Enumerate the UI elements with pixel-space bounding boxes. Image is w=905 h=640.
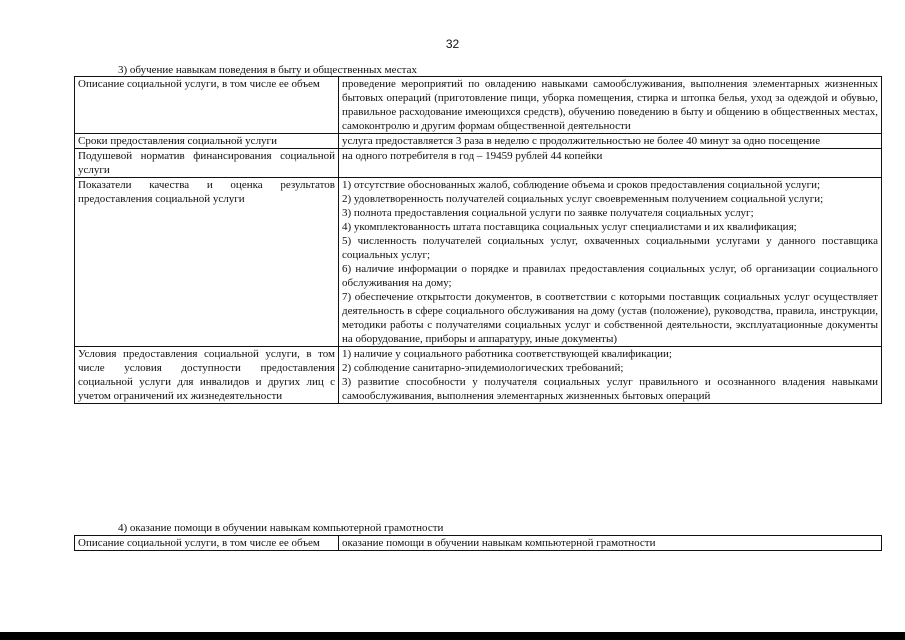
list-item: 3) развитие способности у получателя социальных услуг правильного и осознанного владения навыками самообслуживания, выполнения элементарных жизненных бытовых операций [342,376,878,402]
row-value-quality [339,178,882,347]
list-item: 4) укомплектованность штата поставщика социальных услуг специалистами и их квалификация; [342,221,797,233]
row-value-funding: на одного потребителя в год – 19459 рублей 44 копейки [339,149,882,178]
table-row [75,77,882,134]
row-label-funding: Подушевой норматив финансирования социальной услуги [75,149,339,178]
list-item: 1) отсутствие обоснованных жалоб, соблюдение объема и сроков предоставления социальной услуги; [342,179,821,191]
table-row [75,536,882,551]
table-row [75,347,882,404]
section-heading-3: 3) обучение навыкам поведения в быту и общественных местах [118,64,417,76]
list-item: 5) численность получателей социальных услуг, охваченных социальными услугами у данного поставщика социальных услуг; [342,235,878,261]
row-value-terms: услуга предоставляется 3 раза в неделю с продолжительностью не более 40 минут за одно посещение [339,134,882,149]
service-table-3 [74,76,882,404]
row-value-description: проведение мероприятий по овладению навыками самообслуживания, выполнения элементарных жизненных бытовых операций (приготовление пищи, уборка помещения, стирка и штопка белья, уход за одеждой и обувью, правильное расходование имеющихся средств), обучению поведению в быту и общению в общественных местах, самоконтролю и другим формам общественной деятельности [339,77,882,134]
list-item: 6) наличие информации о порядке и правилах предоставления социальных услуг, об организации социального обслуживания на дому; [342,263,878,289]
table-row [75,149,882,178]
table-row [75,134,882,149]
row-value-description: оказание помощи в обучении навыкам компьютерной грамотности [339,536,882,551]
scan-edge-bar [0,632,905,640]
list-item: 7) обеспечение открытости документов, в соответствии с которыми поставщик социальных услуг осуществляет деятельность в сфере социального обслуживания на дому (устав (положение), руководства, правила, инструкции, методики работы с получателями социальных услуг и собственной деятельности, эксплуатационные документы на оборудование, приборы и аппаратуру, иные документы) [342,291,878,345]
table-row [75,178,882,347]
list-item: 2) удовлетворенность получателей социальных услуг своевременным получением социальной услуги; [342,193,824,205]
list-item: 2) соблюдение санитарно-эпидемиологических требований; [342,362,624,374]
row-label-description: Описание социальной услуги, в том числе ее объем [75,536,339,551]
page-number: 32 [445,37,460,51]
section-heading-4: 4) оказание помощи в обучении навыкам компьютерной грамотности [118,522,444,534]
row-value-conditions [339,347,882,404]
service-table-4 [74,535,882,551]
row-label-terms: Сроки предоставления социальной услуги [75,134,339,149]
list-item: 1) наличие у социального работника соответствующей квалификации; [342,348,672,360]
row-label-description: Описание социальной услуги, в том числе ее объем [75,77,339,134]
row-label-quality: Показатели качества и оценка результатов предоставления социальной услуги [75,178,339,347]
list-item: 3) полнота предоставления социальной услуги по заявке получателя социальных услуг; [342,207,754,219]
row-label-conditions: Условия предоставления социальной услуги, в том числе условия доступности предоставления социальной услуги для инвалидов и других лиц с учетом ограничений их жизнедеятельности [75,347,339,404]
